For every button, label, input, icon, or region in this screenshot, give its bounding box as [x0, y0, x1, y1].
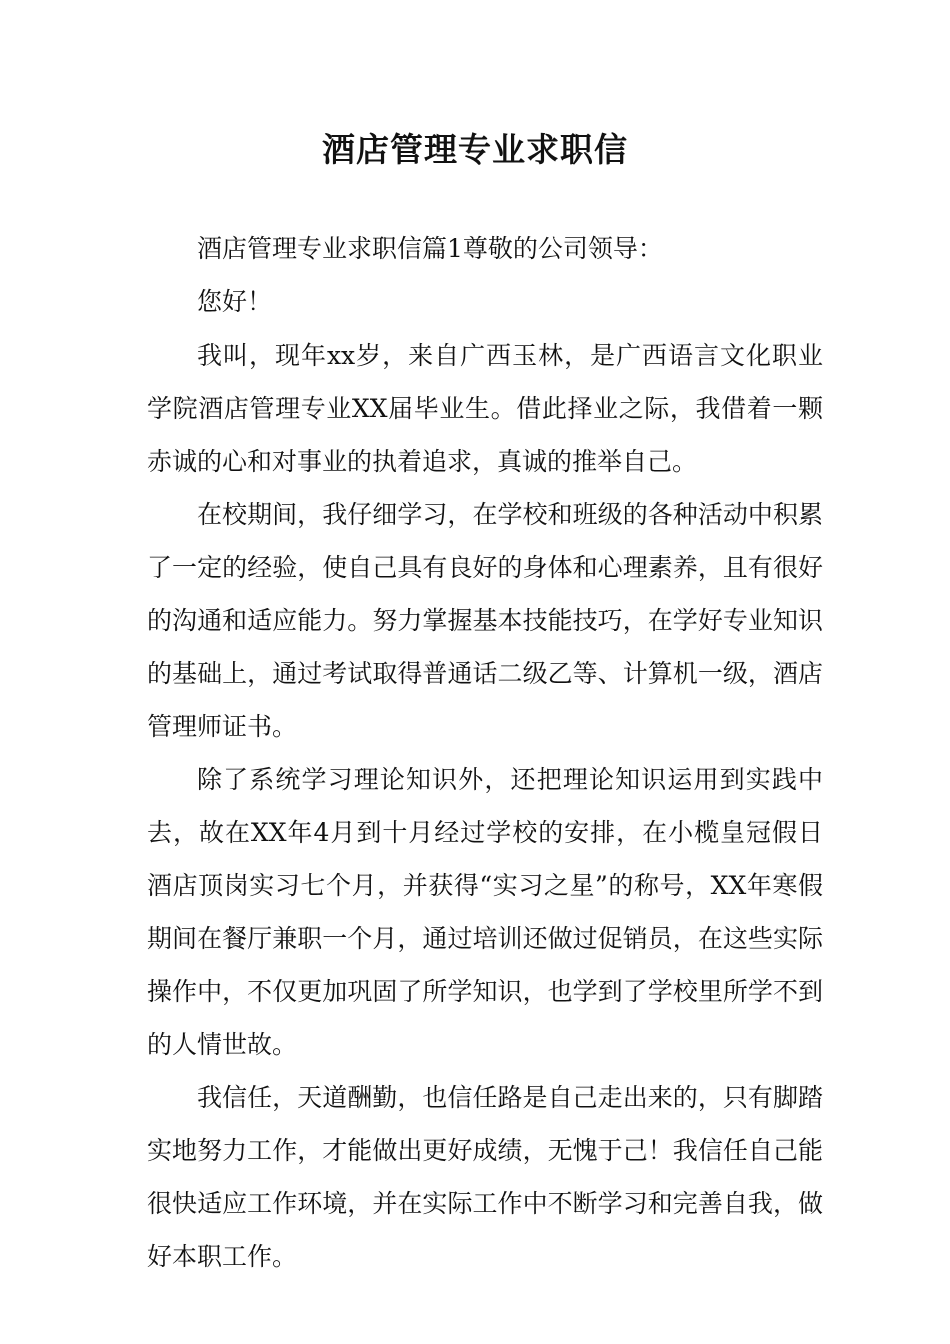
- opening-line: 酒店管理专业求职信篇1尊敬的公司领导：: [197, 234, 663, 263]
- document-title: 酒店管理专业求职信: [322, 130, 628, 169]
- paragraph-belief: 我信任，天道酬勤，也信任路是自己走出来的，只有脚踏实地努力工作，才能做出更好成绩，无愧于己！我信任自己能很快适应工作环境，并在实际工作中不断学习和完善自我，做好本职工作。: [147, 1083, 823, 1271]
- paragraph-school-period: 在校期间，我仔细学习，在学校和班级的各种活动中积累了一定的经验，使自己具有良好的身体和心理素养，且有很好的沟通和适应能力。努力掌握基本技能技巧，在学好专业知识的基础上，通过考试取得普通话二级乙等、计算机一级，酒店管理师证书。: [147, 500, 823, 741]
- document-body: [147, 222, 823, 1283]
- greeting: 您好！: [197, 287, 273, 316]
- paragraph-introduction: 我叫，现年xx岁，来自广西玉林，是广西语言文化职业学院酒店管理专业XX届毕业生。借此择业之际，我借着一颗赤诚的心和对事业的执着追求，真诚的推举自己。: [147, 341, 823, 476]
- paragraph-practice: 除了系统学习理论知识外，还把理论知识运用到实践中去，故在XX年4月到十月经过学校的安排，在小榄皇冠假日酒店顶岗实习七个月，并获得“实习之星”的称号，XX年寒假期间在餐厅兼职一个月，通过培训还做过促销员，在这些实际操作中，不仅更加巩固了所学知识，也学到了学校里所学不到的人情世故。: [147, 765, 823, 1059]
